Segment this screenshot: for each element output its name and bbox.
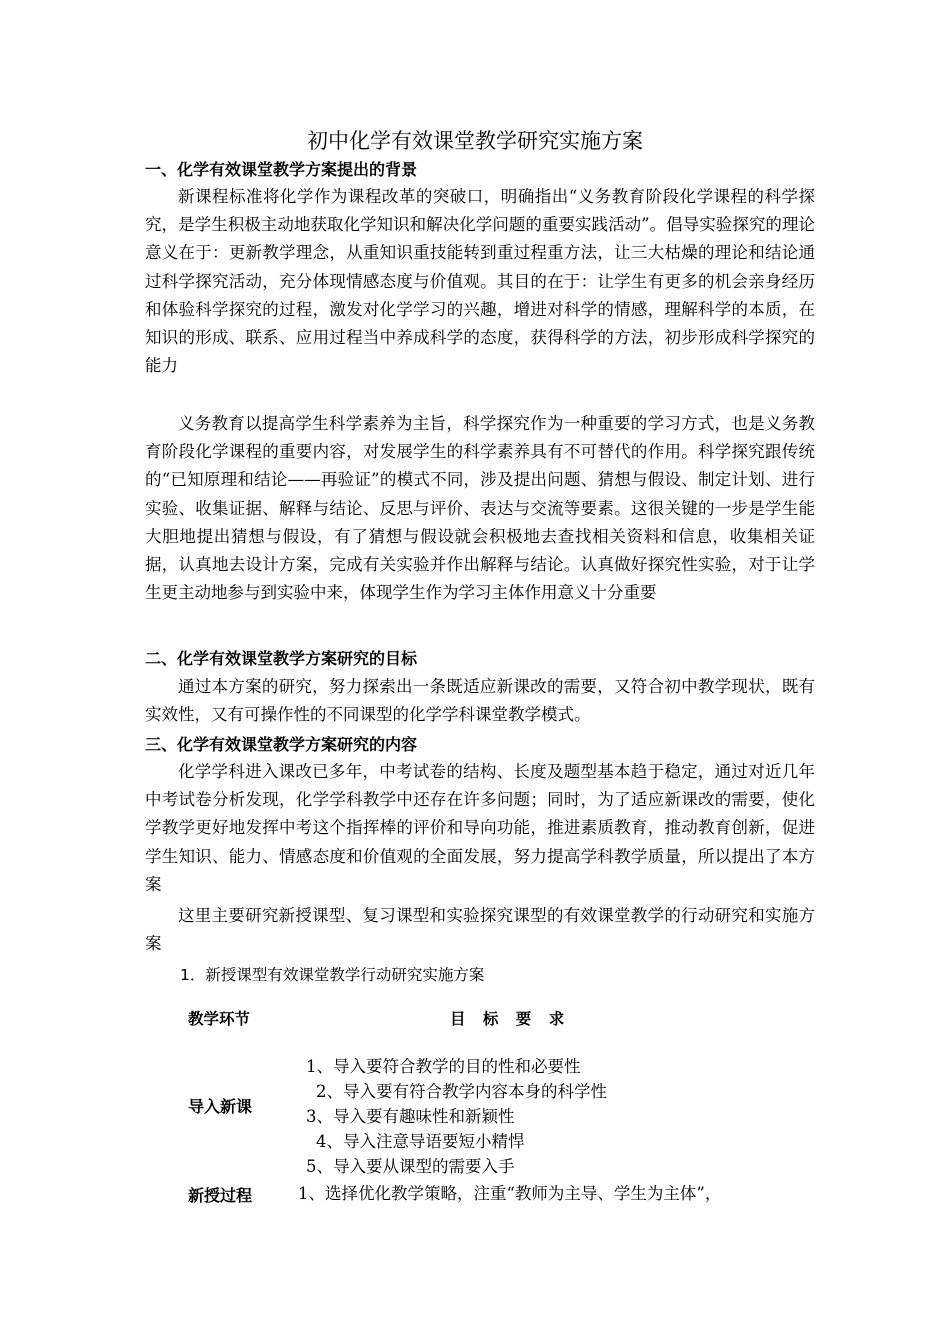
requirement-item: 5、导入要从课型的需要入手 xyxy=(306,1157,515,1176)
paragraph-goal: 通过本方案的研究，努力探索出一条既适应新课改的需要，又符合初中教学现状，既有实效性，又有可操作性的不同课型的化学学科课堂教学模式。 xyxy=(145,677,815,725)
paragraph-background-2: 义务教育以提高学生科学素养为主旨，科学探究作为一种重要的学习方式，也是义务教育阶段化学课程的重要内容，对发展学生的科学素养具有不可替代的作用。科学探究跟传统的“已知原理和结论——再验证”的模式不同，涉及提出问题、猜想与假设、制定计划、进行实验、收集证据、解释与结论、反思与评价、表达与交流等要素。这很关键的一步是学生能大胆地提出猜想与假设，有了猜想与假设就会积极地去查找相关资料和信息，收集相关证据，认真地去设计方案，完成有关实验并作出解释与结论。认真做好探究性实验，对于让学生更主动地参与到实验中来，体现学生作为学习主体作用意义十分重要 xyxy=(145,414,815,603)
requirement-item: 1、选择优化教学策略，注重“教师为主导、学生为主体”， xyxy=(298,1184,722,1203)
section-heading-goal: 二、化学有效课堂教学方案研究的目标 xyxy=(145,649,418,668)
table-header-requirements: 目 标 要 求 xyxy=(450,1010,571,1028)
section-heading-background: 一、化学有效课堂教学方案提出的背景 xyxy=(145,160,418,179)
table-subheading: 1．新授课型有效课堂教学行动研究实施方案 xyxy=(180,966,485,984)
table-row-label-intro: 导入新课 xyxy=(188,1097,253,1116)
requirement-item: 1、导入要符合教学的目的性和必要性 xyxy=(306,1057,581,1076)
paragraph-content-2: 这里主要研究新授课型、复习课型和实验探究课型的有效课堂教学的行动研究和实施方案 xyxy=(145,906,815,954)
table-header-stage: 教学环节 xyxy=(188,1010,251,1028)
document-title: 初中化学有效课堂教学研究实施方案 xyxy=(307,129,643,153)
table-row-label-new-lesson: 新授过程 xyxy=(188,1186,253,1205)
section-heading-content: 三、化学有效课堂教学方案研究的内容 xyxy=(145,735,418,754)
paragraph-content-1: 化学学科进入课改已多年，中考试卷的结构、长度及题型基本趋于稳定，通过对近几年中考试卷分析发现，化学学科教学中还存在许多问题；同时，为了适应新课改的需要，使化学教学更好地发挥中考这个指挥棒的评价和导向功能，推进素质教育，推动教育创新，促进学生知识、能力、情感态度和价值观的全面发展，努力提高学科教学质量，所以提出了本方案 xyxy=(145,762,815,894)
requirement-item: 3、导入要有趣味性和新颖性 xyxy=(306,1107,515,1126)
paragraph-background-1: 新课程标准将化学作为课程改革的突破口，明确指出“义务教育阶段化学课程的科学探究，是学生积极主动地获取化学知识和解决化学问题的重要实践活动”。倡导实验探究的理论意义在于：更新教学理念，从重知识重技能转到重过程重方法，让三大枯燥的理论和结论通过科学探究活动，充分体现情感态度与价值观。其目的在于：让学生有更多的机会亲身经历和体验科学探究的过程，激发对化学学习的兴趣，增进对科学的情感，理解科学的本质，在知识的形成、联系、应用过程当中养成科学的态度，获得科学的方法，初步形成科学探究的能力 xyxy=(145,187,815,376)
requirement-item: 2、导入要有符合教学内容本身的科学性 xyxy=(316,1082,607,1101)
requirement-item: 4、导入注意导语要短小精悍 xyxy=(316,1132,525,1151)
